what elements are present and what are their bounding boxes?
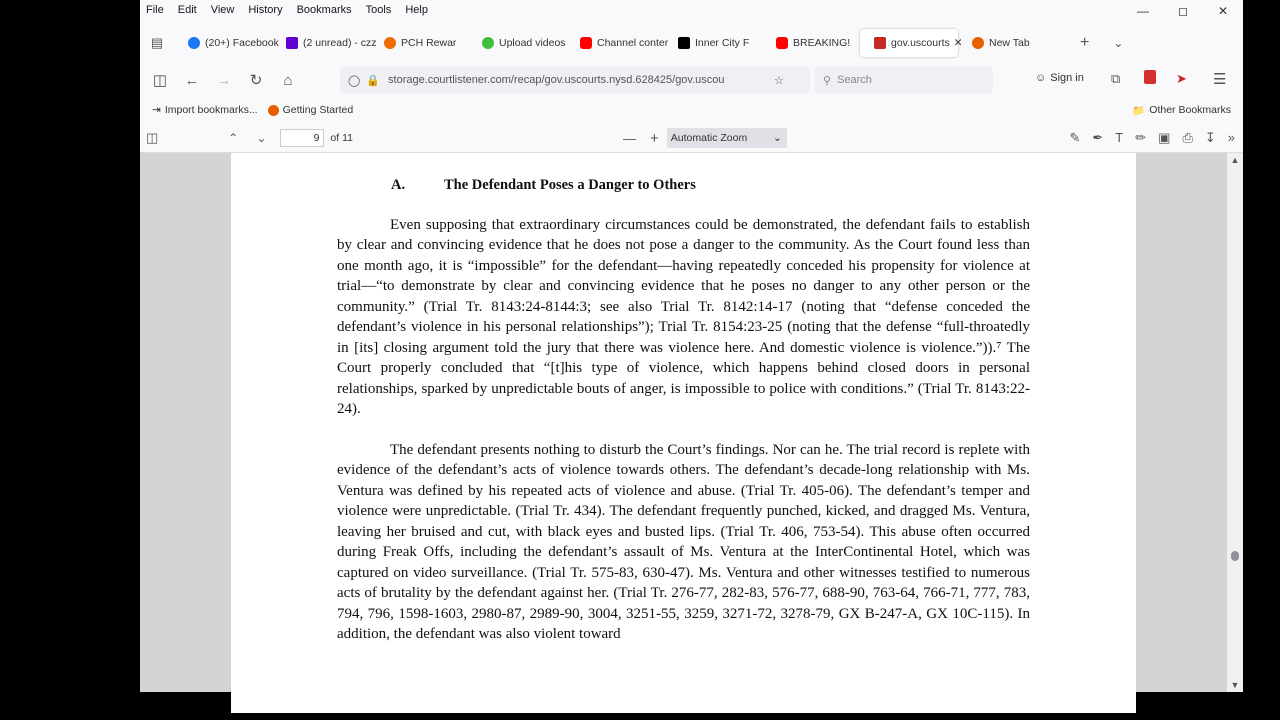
paragraph: Even supposing that extraordinary circumstances could be demonstrated, the defendant fails to establish by clear and convincing evidence that he does not pose a danger to the community. As the Court found less than one month ago, it is “impossible” for the defendant—having repeatedly conceded his propensity for violence at trial—“to demonstrate by clear and convincing evidence that he poses no danger to any other person or the community.” (Trial Tr. 8143:24-8144:3; see also Trial Tr. 8142:14-17 (noting that “defense conceded the defendant’s violence in his personal relationships”); Trial Tr. 8154:23-25 (noting that the defense “full-throatedly in [its] closing argument told the jury that there was violence here. And domestic violence is violence.”)).⁷ The Court properly concluded that “[t]his type of violence, which happens behind closed doors in personal relationships, sparked by unpredictable bouts of anger, is impossible to police with conditions.” (Trial Tr. 8143:22-24). <box>337 216 1030 417</box>
sign-in-button[interactable]: ☺ Sign in <box>1035 72 1084 84</box>
menu-history[interactable]: History <box>248 4 283 16</box>
navigation-bar <box>140 62 1243 98</box>
reload-icon[interactable]: ↻ <box>249 72 263 89</box>
tab-yahoo-mail[interactable]: (2 unread) - czz <box>272 29 370 57</box>
close-window-icon[interactable]: ✕ <box>1217 4 1229 18</box>
previous-page-icon[interactable]: ⌃ <box>228 131 239 145</box>
firefox-icon <box>972 37 984 49</box>
zoom-select[interactable]: Automatic Zoom ⌄ <box>667 128 787 148</box>
megaphone-icon[interactable]: ➤ <box>1176 71 1187 86</box>
other-bookmarks-button[interactable]: 📁 Other Bookmarks <box>1132 104 1231 117</box>
tab-channel-content[interactable]: Channel conter <box>566 29 664 57</box>
save-icon[interactable]: ↧ <box>1204 130 1216 145</box>
search-input[interactable]: ⚲ Search <box>815 67 993 93</box>
menu-view[interactable]: View <box>210 4 235 16</box>
highlight-icon[interactable]: ✎ <box>1069 130 1081 145</box>
hamburger-menu-icon[interactable]: ☰ <box>1213 71 1227 88</box>
more-tools-icon[interactable]: » <box>1227 130 1235 145</box>
document-body <box>337 175 1030 665</box>
pdf-toolbar <box>140 124 1243 153</box>
tab-upload-videos[interactable]: Upload videos <box>468 29 566 57</box>
extensions-icon[interactable]: ⧉ <box>1111 71 1121 86</box>
image-icon[interactable]: ▣ <box>1158 130 1171 145</box>
tab-new-tab[interactable]: New Tab <box>958 29 1056 57</box>
pen-icon[interactable]: ✒ <box>1092 130 1104 145</box>
tab-bar <box>140 26 1243 60</box>
menu-bookmarks[interactable]: Bookmarks <box>296 4 352 16</box>
tab-pch[interactable]: PCH Rewar <box>370 29 468 57</box>
window-controls <box>1123 0 1243 22</box>
menu-tools[interactable]: Tools <box>365 4 392 16</box>
new-tab-plus-icon[interactable]: + <box>1080 34 1090 51</box>
back-arrow-icon[interactable]: ← <box>184 71 200 89</box>
zoom-chevron-icon: ⌄ <box>772 132 782 144</box>
sidebar-icon[interactable]: ◫ <box>152 72 168 89</box>
print-icon[interactable]: ⎙ <box>1182 130 1193 145</box>
section-heading: A. The Defendant Poses a Danger to Others <box>391 177 696 193</box>
getting-started-link[interactable]: Getting Started <box>282 104 354 116</box>
mail-icon <box>286 37 298 49</box>
bookmarks-bar <box>140 100 1243 120</box>
pdf-viewer <box>140 153 1243 692</box>
page-count: of 11 <box>330 132 353 144</box>
scroll-down-icon[interactable]: ▼ <box>1230 680 1240 690</box>
import-bookmarks-link[interactable]: Import bookmarks... <box>164 104 258 116</box>
home-icon[interactable]: ⌂ <box>283 71 293 89</box>
browser-window <box>140 0 1243 692</box>
scrollbar-thumb[interactable] <box>1231 551 1239 561</box>
youtube-icon <box>776 37 788 49</box>
list-tabs-chevron-icon[interactable]: ⌄ <box>1113 36 1124 50</box>
youtube-icon <box>580 37 592 49</box>
zoom-in-icon[interactable]: + <box>650 129 659 147</box>
tab-inner-city[interactable]: Inner City F <box>664 29 762 57</box>
paragraph: The defendant presents nothing to disturb the Court’s findings. Nor can he. The trial record is replete with evidence of the defendant’s acts of violence towards others. The defendant’s decade-long relationship with Ms. Ventura was defined by his repeated acts of violence and abuse. (Trial Tr. 405-06). The defendant’s temper and violence were unpredictable. (Trial Tr. 434). The defendant frequently punched, kicked, and dragged Ms. Ventura, leaving her bruised and cut, with black eyes and busted lips. (Trial Tr. 406, 753-54). This abuse often occurred during Freak Offs, including the defendant’s assault of Ms. Ventura at the InterContinental Hotel, which was captured on video surveillance. (Trial Tr. 575-83, 630-47). Ms. Ventura and other witnesses testified to numerous acts of brutality by the defendant against her. (Trial Tr. 276-77, 282-83, 576-77, 688-90, 763-64, 766-71, 777, 783, 794, 796, 1598-1603, 2980-87, 2989-90, 3004, 3251-55, 3259, 3271-72, 3278-79, GX B-247-A, GX 10C-115). In addition, the defendant was also violent toward <box>337 441 1030 642</box>
menu-file[interactable]: File <box>146 4 164 16</box>
x-icon <box>678 37 690 49</box>
bookmark-star-icon[interactable]: ☆ <box>774 74 784 87</box>
firefox-icon <box>268 105 279 116</box>
forward-arrow-icon[interactable]: → <box>216 71 232 89</box>
facebook-icon <box>188 37 200 49</box>
tab-gov-uscourts[interactable]: gov.uscourts ✕ <box>860 29 958 57</box>
close-tab-icon[interactable]: ✕ <box>953 37 963 49</box>
scrollbar[interactable] <box>1227 153 1243 692</box>
toggle-sidebar-icon[interactable]: ◫ <box>146 130 159 145</box>
page-number-input[interactable]: 9 <box>280 129 324 147</box>
shield-icon[interactable]: ◯ <box>348 74 361 87</box>
folder-icon: 📁 <box>1132 104 1146 117</box>
minimize-icon[interactable]: — <box>1137 4 1149 18</box>
tab-breaking[interactable]: BREAKING! <box>762 29 860 57</box>
lock-icon[interactable]: 🔒 <box>366 74 381 87</box>
url-bar[interactable] <box>340 67 810 93</box>
upload-icon <box>482 37 494 49</box>
menu-bar <box>140 0 1243 20</box>
account-icon: ☺ <box>1035 72 1047 84</box>
tab-facebook[interactable]: (20+) Facebook <box>174 29 272 57</box>
url-text: storage.courtlistener.com/recap/gov.uscourts.nysd.628425/gov.uscou <box>388 74 725 86</box>
menu-help[interactable]: Help <box>405 4 428 16</box>
next-page-icon[interactable]: ⌄ <box>256 131 267 145</box>
import-icon: ⇥ <box>152 104 161 116</box>
tab-overview-icon[interactable]: ▤ <box>150 35 164 50</box>
maximize-icon[interactable]: ◻ <box>1178 4 1188 18</box>
menu-edit[interactable]: Edit <box>177 4 197 16</box>
zoom-out-icon[interactable]: — <box>623 130 636 146</box>
pdf-page <box>231 153 1136 713</box>
extension-red-icon[interactable] <box>1144 70 1156 84</box>
search-icon: ⚲ <box>823 74 832 87</box>
draw-icon[interactable]: ✏ <box>1135 130 1147 145</box>
scroll-up-icon[interactable]: ▲ <box>1230 155 1240 165</box>
pch-icon <box>384 37 396 49</box>
text-tool-icon[interactable]: T <box>1115 130 1124 145</box>
pdf-icon <box>874 37 886 49</box>
